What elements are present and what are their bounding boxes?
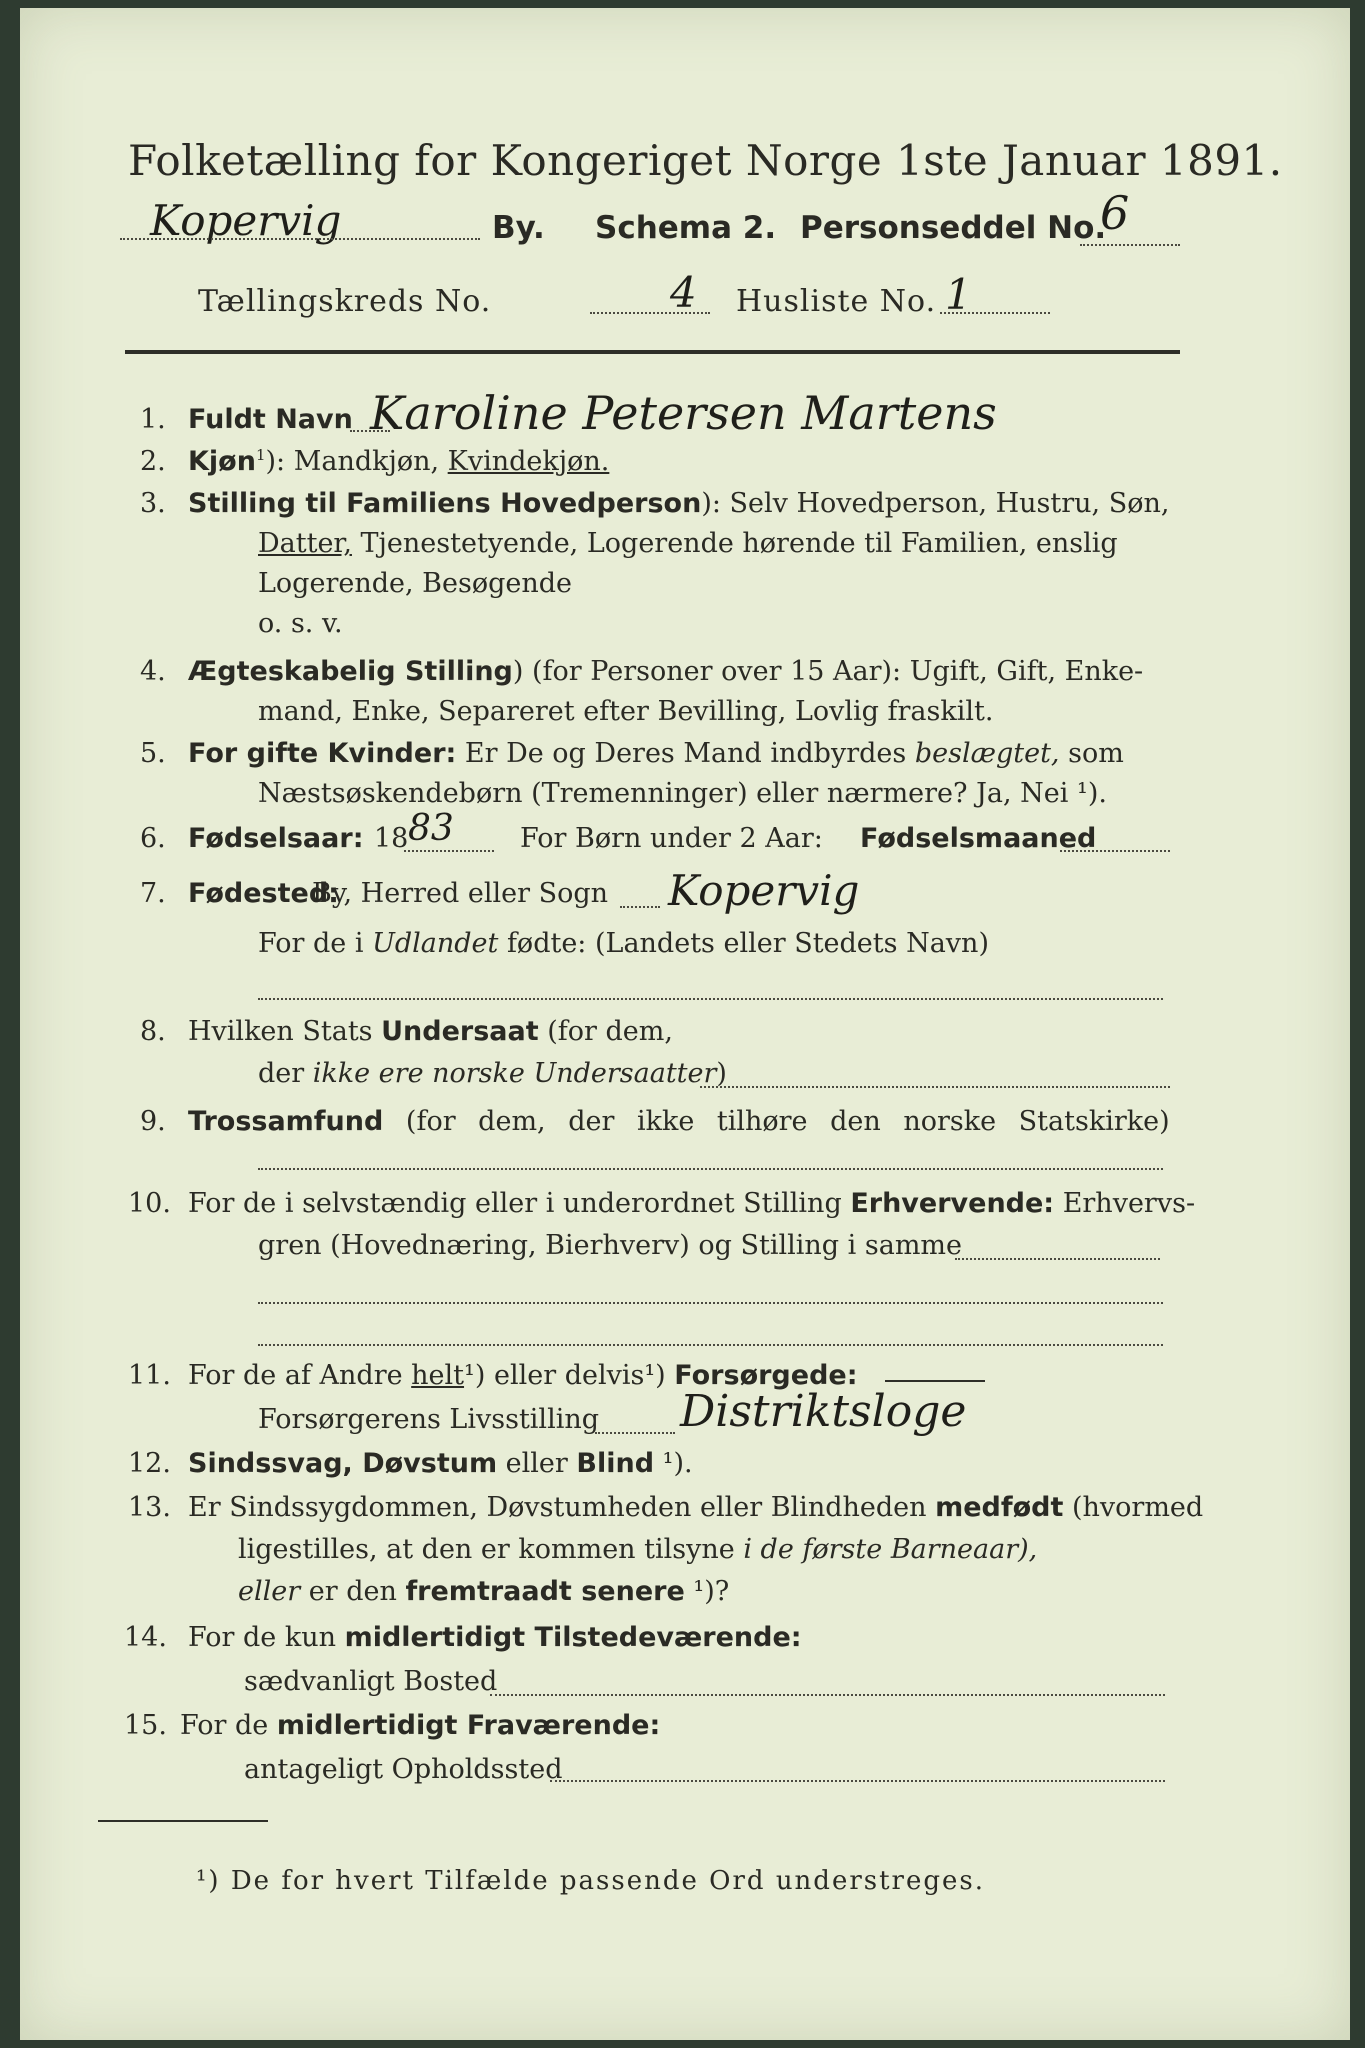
q5-line1 bbox=[188, 738, 1124, 769]
q10-line1c: Erhvervs- bbox=[1054, 1188, 1196, 1219]
husliste-number: 1 bbox=[945, 270, 972, 319]
q7-dotted-line bbox=[620, 906, 660, 908]
q7-number: 7. bbox=[140, 878, 166, 909]
q6-label: Fødselsaar: bbox=[188, 823, 364, 854]
q13-line1b: medfødt bbox=[935, 1492, 1064, 1523]
q9-text: (for dem, der ikke tilhøre den norske Statskirke) bbox=[383, 1106, 1170, 1137]
q13-line1c: (hvormed bbox=[1063, 1492, 1204, 1523]
q5-label: For gifte Kvinder: bbox=[188, 738, 457, 769]
q4-line1 bbox=[188, 656, 1143, 687]
q10-dotted-line-2 bbox=[258, 1302, 1163, 1304]
personseddel-number: 6 bbox=[1100, 186, 1130, 240]
q7-line2a: For de i bbox=[258, 928, 373, 959]
q12-text: eller bbox=[497, 1448, 577, 1479]
q8-line2 bbox=[258, 1058, 727, 1089]
q8-line2a: der bbox=[258, 1058, 313, 1089]
q15-line1a: For de bbox=[180, 1710, 277, 1741]
q4-line1-text: ) (for Personer over 15 Aar): Ugift, Gift, Enke- bbox=[512, 656, 1144, 687]
by-label: By. bbox=[492, 210, 545, 246]
q12-end: ¹). bbox=[654, 1448, 693, 1479]
q10-number: 10. bbox=[128, 1188, 171, 1219]
q15-dotted-line bbox=[550, 1780, 1165, 1782]
q14-number: 14. bbox=[124, 1622, 167, 1653]
q5-line1a: Er De og Deres Mand indbyrdes bbox=[456, 738, 915, 769]
q7-birthplace-value: Kopervig bbox=[668, 866, 860, 915]
q3-line3: Logerende, Besøgende bbox=[258, 568, 572, 599]
q8-line2c: ) bbox=[716, 1058, 727, 1089]
q2-number: 2. bbox=[140, 446, 166, 477]
q13-line2 bbox=[238, 1534, 1037, 1565]
q13-number: 13. bbox=[128, 1492, 171, 1523]
q10-line1a: For de i selvstændig eller i underordnet Stilling bbox=[188, 1188, 851, 1219]
q6-month-dotted-line bbox=[1060, 850, 1170, 852]
q10-line2: gren (Hovednæring, Bierhverv) og Stilling i samme bbox=[258, 1230, 963, 1261]
q11-line1c: ¹) eller delvis¹) bbox=[464, 1360, 675, 1391]
husliste-label: Husliste No. bbox=[736, 284, 937, 319]
q3-line2 bbox=[258, 528, 1118, 559]
header-divider bbox=[125, 350, 1180, 354]
q6-century: 18 bbox=[374, 823, 409, 854]
q14-line1b: midlertidigt Tilstedeværende: bbox=[344, 1622, 802, 1653]
q12-number: 12. bbox=[128, 1448, 171, 1479]
personseddel-dotted-line bbox=[1080, 244, 1180, 246]
q8-line1c: (for dem, bbox=[538, 1016, 673, 1047]
q13-line3b: er den bbox=[300, 1576, 406, 1607]
footnote-divider bbox=[98, 1820, 268, 1822]
census-form-sheet bbox=[20, 8, 1350, 2040]
q1-number: 1. bbox=[140, 404, 166, 435]
q8-line2b: ikke ere norske Undersaatter bbox=[312, 1058, 717, 1089]
q11-line2: Forsørgerens Livsstilling bbox=[258, 1404, 600, 1435]
footnote: ¹) De for hvert Tilfælde passende Ord understreges. bbox=[196, 1866, 986, 1896]
q8-line1a: Hvilken Stats bbox=[188, 1016, 382, 1047]
q11-dotted-line bbox=[595, 1432, 675, 1434]
q1-full-name-value: Karoline Petersen Martens bbox=[370, 386, 997, 440]
q10-line1 bbox=[188, 1188, 1195, 1219]
q8-number: 8. bbox=[140, 1016, 166, 1047]
q11-handwritten-dash bbox=[885, 1380, 985, 1382]
q13-line3 bbox=[238, 1576, 729, 1607]
q2-label: Kjøn bbox=[188, 446, 256, 477]
q11-provider-occupation-value: Distriktsloge bbox=[680, 1386, 967, 1437]
q12-label2: Blind bbox=[576, 1448, 655, 1479]
q7-line2 bbox=[258, 928, 989, 959]
q11-line1d: Forsørgede: bbox=[674, 1360, 858, 1391]
q12-label: Sindssvag, Døvstum bbox=[188, 1448, 498, 1479]
q10-dotted-line-1 bbox=[955, 1258, 1160, 1260]
q2-text: ): Mandkjøn, bbox=[265, 446, 448, 477]
q12-line bbox=[188, 1448, 693, 1479]
q15-line1b: midlertidigt Fraværende: bbox=[276, 1710, 661, 1741]
q15-line1 bbox=[180, 1710, 660, 1741]
q11-line1b: helt bbox=[411, 1360, 465, 1391]
q13-line3d: ¹)? bbox=[684, 1576, 730, 1607]
q4-number: 4. bbox=[140, 656, 166, 687]
q7-text: By, Herred eller Sogn bbox=[312, 878, 608, 909]
town-dotted-line bbox=[120, 238, 480, 240]
q7-label: Fødested: bbox=[188, 878, 339, 909]
q6-label2: Fødselsmaaned bbox=[860, 823, 1097, 854]
q2-line bbox=[188, 446, 609, 477]
q4-line2: mand, Enke, Separeret efter Bevilling, Lovlig fraskilt. bbox=[258, 696, 994, 727]
q9-label: Trossamfund bbox=[188, 1106, 384, 1137]
q15-line2: antageligt Opholdssted bbox=[244, 1754, 563, 1785]
husliste-dotted-line bbox=[940, 312, 1050, 314]
q14-line2: sædvanligt Bosted bbox=[244, 1666, 498, 1697]
q5-line2: Næstsøskendebørn (Tremenninger) eller nærmere? Ja, Nei ¹). bbox=[258, 778, 1107, 809]
q5-number: 5. bbox=[140, 738, 166, 769]
q1-label: Fuldt Navn bbox=[188, 404, 353, 435]
taellingskreds-number: 4 bbox=[670, 268, 697, 317]
q14-line1a: For de kun bbox=[188, 1622, 345, 1653]
q13-line3a: eller bbox=[238, 1576, 301, 1607]
taellingskreds-label: Tællingskreds No. bbox=[198, 284, 492, 319]
q6-number: 6. bbox=[140, 823, 166, 854]
personseddel-label: Personseddel No. bbox=[800, 210, 1107, 246]
q8-dotted-line bbox=[700, 1086, 1170, 1088]
q10-dotted-line-3 bbox=[258, 1344, 1163, 1346]
q3-underlined: Datter, bbox=[258, 528, 352, 559]
q11-number: 11. bbox=[128, 1360, 171, 1391]
q13-line3c: fremtraadt senere bbox=[405, 1576, 685, 1607]
town-handwritten: Kopervig bbox=[150, 196, 342, 245]
q5-line1b: beslægtet, bbox=[914, 738, 1060, 769]
q7-line2b: Udlandet bbox=[372, 928, 499, 959]
q2-underlined: Kvindekjøn. bbox=[447, 446, 610, 477]
q7-foreign-dotted-line bbox=[258, 998, 1163, 1000]
q9-line bbox=[188, 1106, 1170, 1137]
taellingskreds-dotted-line bbox=[590, 312, 710, 314]
q10-line1b: Erhvervende: bbox=[850, 1188, 1055, 1219]
q3-line1 bbox=[188, 488, 1169, 519]
q14-line1 bbox=[188, 1622, 802, 1653]
q6-year-dotted-line bbox=[404, 850, 494, 852]
q7-line2c: fødte: (Landets eller Stedets Navn) bbox=[498, 928, 989, 959]
q14-dotted-line bbox=[490, 1694, 1165, 1696]
q15-number: 15. bbox=[124, 1710, 167, 1741]
q9-dotted-line bbox=[258, 1168, 1163, 1170]
q13-line1a: Er Sindssygdommen, Døvstumheden eller Blindheden bbox=[188, 1492, 936, 1523]
q9-number: 9. bbox=[140, 1106, 166, 1137]
q3-label: Stilling til Familiens Hovedperson bbox=[188, 488, 702, 519]
form-title: Folketælling for Kongeriget Norge 1ste Januar 1891. bbox=[128, 136, 1283, 185]
schema-label: Schema 2. bbox=[595, 210, 777, 246]
q3-line4: o. s. v. bbox=[258, 608, 343, 639]
q8-line1b: Undersaat bbox=[381, 1016, 539, 1047]
q2-sup: 1 bbox=[255, 446, 266, 464]
q8-line1 bbox=[188, 1016, 673, 1047]
q13-line2b: i de første Barneaar), bbox=[743, 1534, 1038, 1565]
q13-line2a: ligestilles, at den er kommen tilsyne bbox=[238, 1534, 744, 1565]
q11-line1a: For de af Andre bbox=[188, 1360, 412, 1391]
q6-text: For Børn under 2 Aar: bbox=[520, 823, 823, 854]
q13-line1 bbox=[188, 1492, 1203, 1523]
q4-label: Ægteskabelig Stilling bbox=[188, 656, 513, 687]
q3-line1-text: ): Selv Hovedperson, Hustru, Søn, bbox=[701, 488, 1170, 519]
q5-line1c: som bbox=[1059, 738, 1124, 769]
q6-birth-year-value: 83 bbox=[408, 808, 454, 849]
q3-line2-text: Tjenestetyende, Logerende hørende til Familien, enslig bbox=[351, 528, 1118, 559]
q3-number: 3. bbox=[140, 488, 166, 519]
